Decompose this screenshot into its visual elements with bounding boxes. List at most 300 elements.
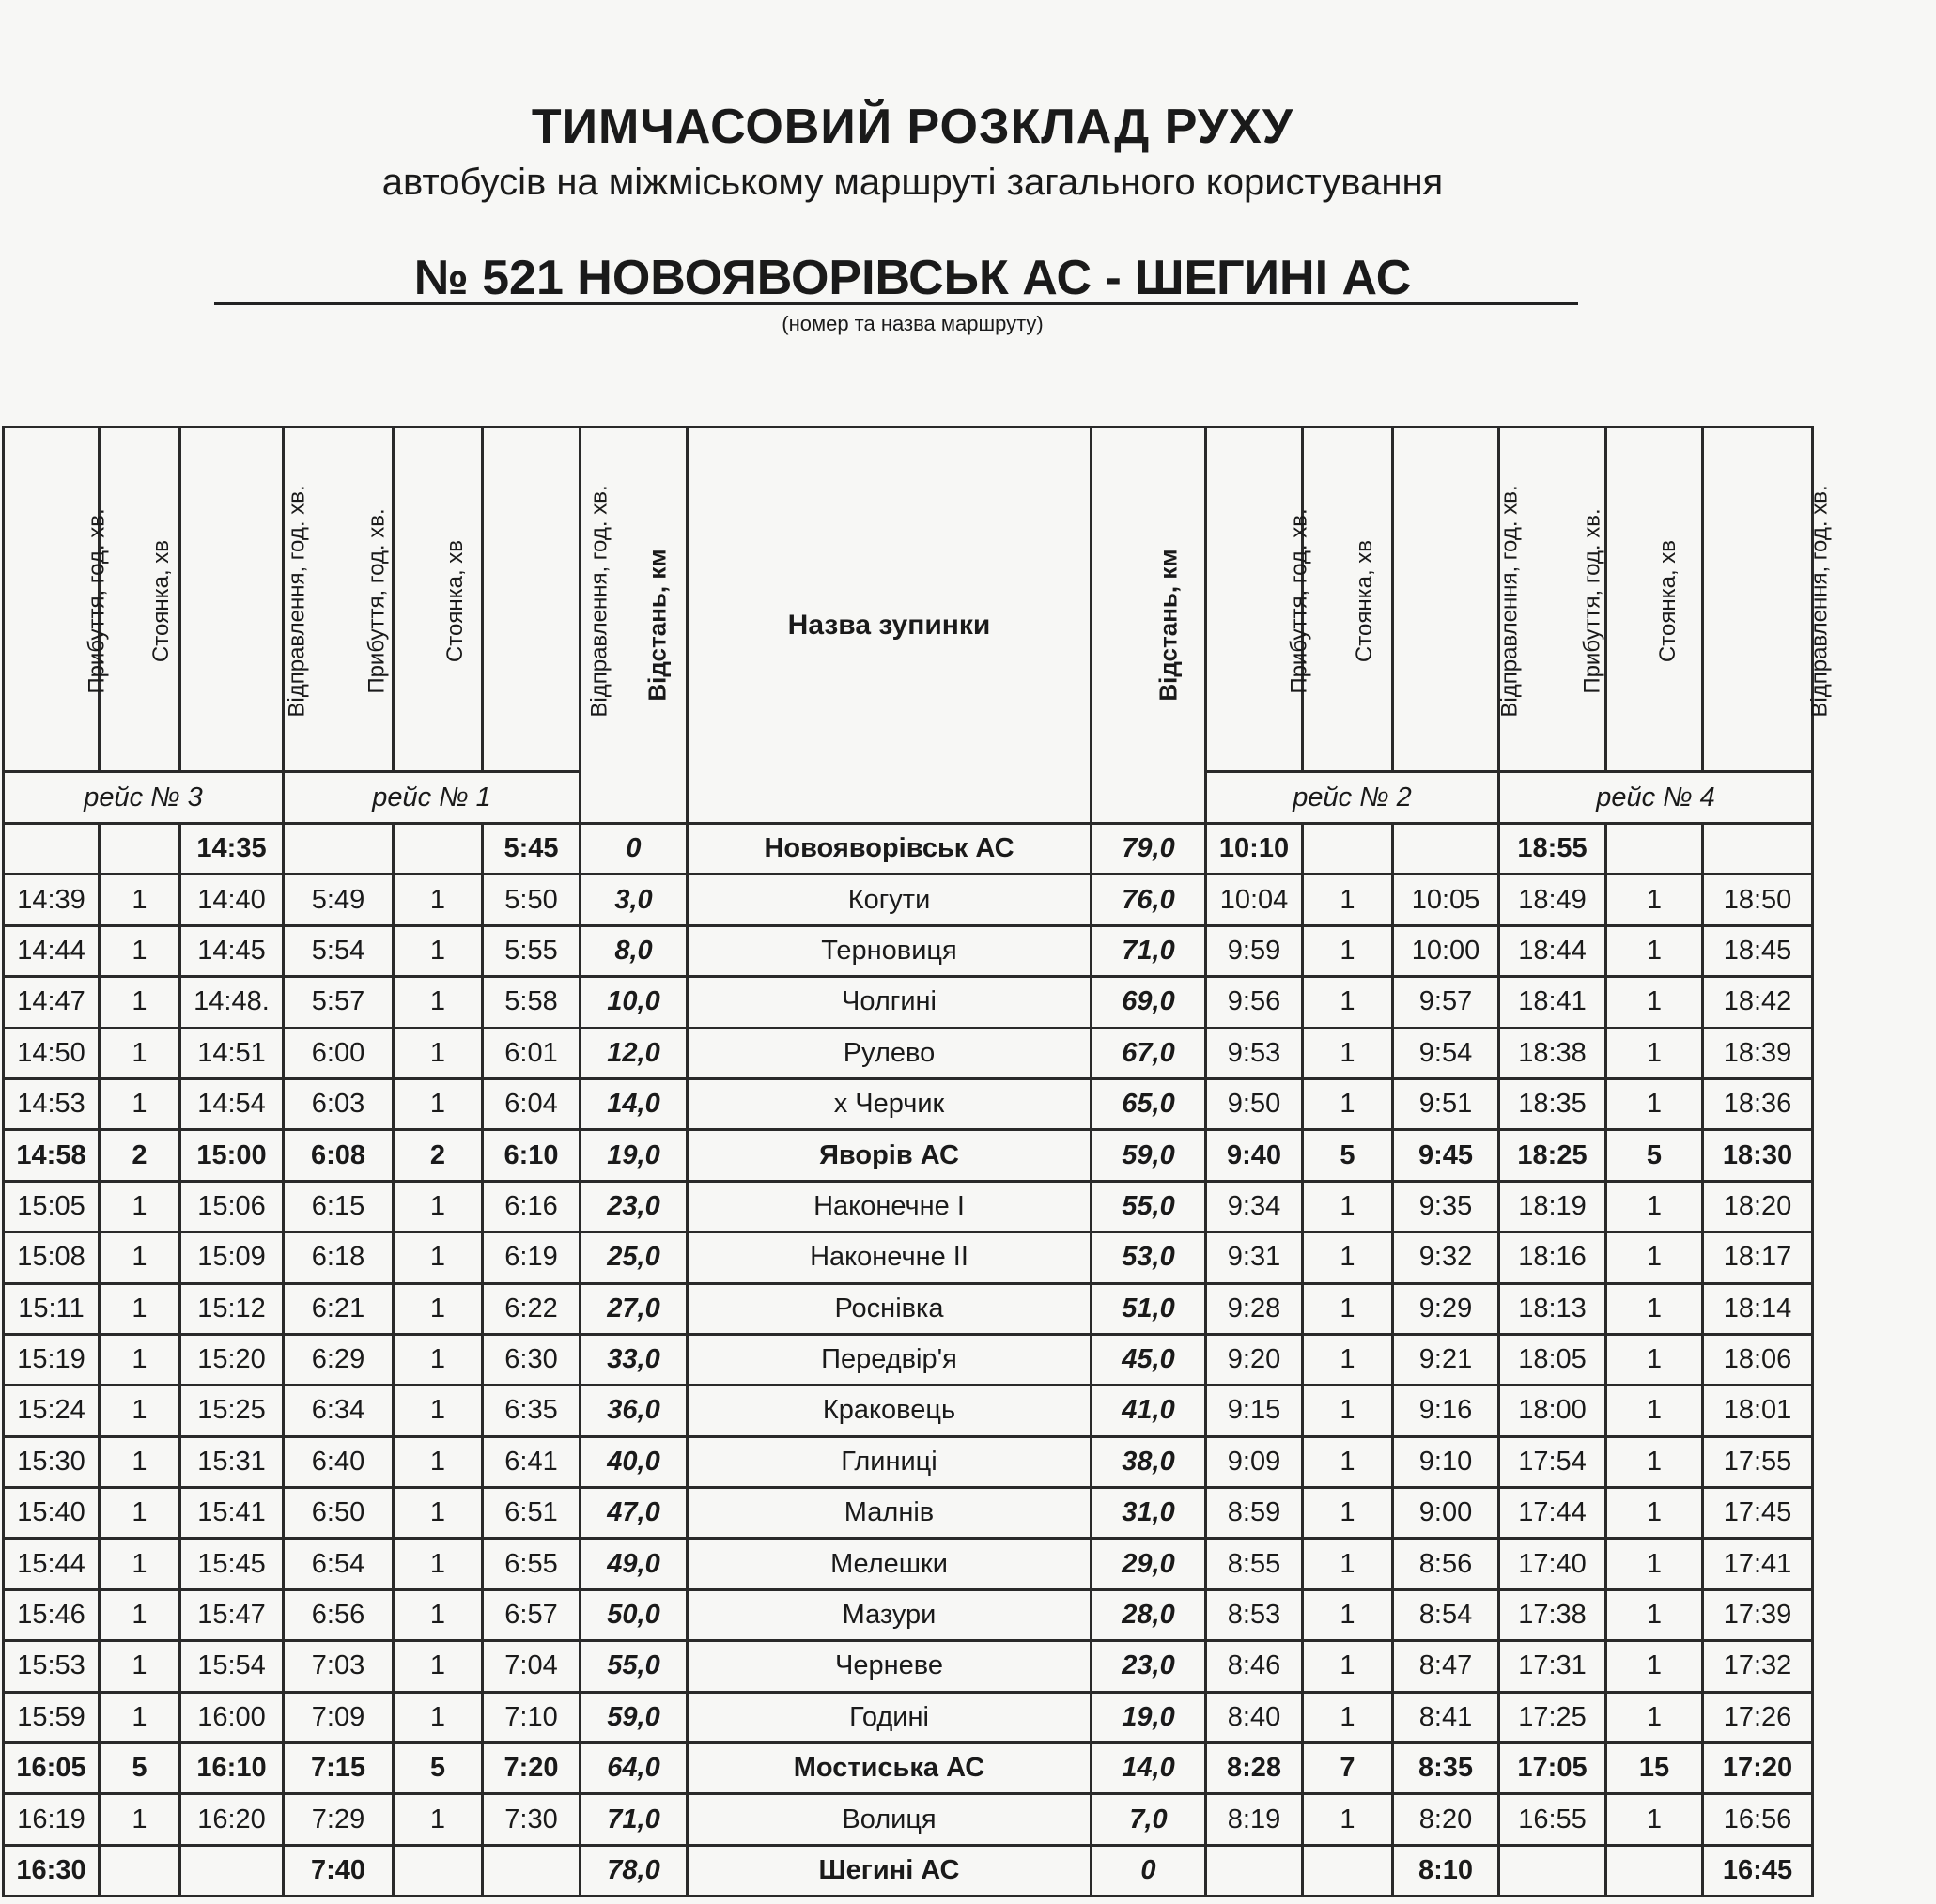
cell-departure-t1: 6:04 [483, 1078, 581, 1129]
cell-distance-2: 31,0 [1092, 1488, 1206, 1539]
cell-arrival-t2: 8:40 [1206, 1692, 1303, 1742]
cell-stop-t3: 1 [100, 925, 180, 976]
route-name: № 521 НОВОЯВОРІВСЬК АС - ШЕГИНІ АС [413, 251, 1412, 305]
cell-stop-t1: 1 [394, 1692, 483, 1742]
cell-stop-name: Глиниці [688, 1436, 1092, 1487]
cell-departure-t3: 15:54 [180, 1641, 284, 1692]
cell-departure-t4: 18:01 [1703, 1385, 1813, 1436]
cell-arrival-t4: 18:44 [1499, 925, 1606, 976]
cell-departure-t4: 18:20 [1703, 1181, 1813, 1231]
cell-arrival-t2: 8:28 [1206, 1743, 1303, 1794]
cell-stop-t1: 1 [394, 925, 483, 976]
table-row [4, 824, 1813, 875]
cell-distance-1: 78,0 [581, 1845, 688, 1896]
cell-arrival-t2: 9:09 [1206, 1436, 1303, 1487]
cell-distance-1: 40,0 [581, 1436, 688, 1487]
cell-arrival-t4: 18:00 [1499, 1385, 1606, 1436]
cell-distance-2: 59,0 [1092, 1130, 1206, 1181]
col-header-arrival-t1: Прибуття, год. хв. [284, 427, 394, 772]
cell-arrival-t1: 6:03 [284, 1078, 394, 1129]
cell-arrival-t3: 15:11 [4, 1283, 100, 1334]
col-header-arrival-t4: Прибуття, год. хв. [1499, 427, 1606, 772]
cell-stop-t2 [1303, 824, 1393, 875]
cell-arrival-t4: 18:55 [1499, 824, 1606, 875]
cell-distance-1: 14,0 [581, 1078, 688, 1129]
cell-arrival-t2: 9:34 [1206, 1181, 1303, 1231]
cell-departure-t4: 18:50 [1703, 875, 1813, 925]
cell-stop-t2: 1 [1303, 1078, 1393, 1129]
cell-stop-t2: 1 [1303, 925, 1393, 976]
cell-stop-t1: 1 [394, 1436, 483, 1487]
table-row [4, 1845, 1813, 1896]
cell-departure-t2: 9:00 [1393, 1488, 1499, 1539]
cell-distance-1: 27,0 [581, 1283, 688, 1334]
cell-stop-name: Малнів [688, 1488, 1092, 1539]
cell-departure-t2: 9:54 [1393, 1028, 1499, 1078]
cell-departure-t2: 9:10 [1393, 1436, 1499, 1487]
cell-departure-t2: 8:20 [1393, 1794, 1499, 1845]
cell-stop-t2: 1 [1303, 1488, 1393, 1539]
cell-stop-t4: 1 [1606, 1385, 1703, 1436]
cell-departure-t1: 5:50 [483, 875, 581, 925]
cell-distance-1: 64,0 [581, 1743, 688, 1794]
cell-departure-t4: 18:42 [1703, 977, 1813, 1028]
cell-stop-t4: 1 [1606, 1794, 1703, 1845]
cell-departure-t2: 8:35 [1393, 1743, 1499, 1794]
cell-departure-t1: 6:41 [483, 1436, 581, 1487]
cell-arrival-t4: 17:38 [1499, 1589, 1606, 1640]
cell-arrival-t1: 6:18 [284, 1232, 394, 1283]
cell-stop-t3: 1 [100, 977, 180, 1028]
cell-distance-2: 28,0 [1092, 1589, 1206, 1640]
col-header-distance-1: Відстань, км [581, 427, 688, 824]
cell-arrival-t2: 10:04 [1206, 875, 1303, 925]
cell-stop-t4: 1 [1606, 1078, 1703, 1129]
cell-arrival-t3: 15:24 [4, 1385, 100, 1436]
cell-arrival-t2: 9:40 [1206, 1130, 1303, 1181]
cell-departure-t3: 16:00 [180, 1692, 284, 1742]
cell-arrival-t4: 18:16 [1499, 1232, 1606, 1283]
cell-stop-t2: 1 [1303, 1028, 1393, 1078]
cell-distance-1: 19,0 [581, 1130, 688, 1181]
cell-departure-t1: 7:10 [483, 1692, 581, 1742]
cell-arrival-t3: 14:58 [4, 1130, 100, 1181]
cell-departure-t3: 15:06 [180, 1181, 284, 1231]
cell-stop-t4: 1 [1606, 1436, 1703, 1487]
trip-label-3: рейс № 3 [4, 772, 284, 824]
cell-arrival-t3: 14:53 [4, 1078, 100, 1129]
cell-stop-t1: 1 [394, 1283, 483, 1334]
cell-departure-t3: 15:31 [180, 1436, 284, 1487]
cell-departure-t4: 17:20 [1703, 1743, 1813, 1794]
table-row [4, 1692, 1813, 1742]
col-header-departure-t4: Відправлення, год. хв. [1703, 427, 1813, 772]
cell-arrival-t3: 15:53 [4, 1641, 100, 1692]
cell-stop-t4 [1606, 1845, 1703, 1896]
cell-stop-t2: 1 [1303, 1539, 1393, 1589]
route-caption: (номер та назва маршруту) [782, 312, 1044, 335]
cell-distance-1: 25,0 [581, 1232, 688, 1283]
cell-arrival-t4: 17:05 [1499, 1743, 1606, 1794]
cell-arrival-t2: 9:53 [1206, 1028, 1303, 1078]
cell-arrival-t2: 9:50 [1206, 1078, 1303, 1129]
cell-arrival-t4: 18:25 [1499, 1130, 1606, 1181]
cell-stop-t4: 1 [1606, 1589, 1703, 1640]
cell-stop-name: Новояворівськ АС [688, 824, 1092, 875]
cell-departure-t1: 5:58 [483, 977, 581, 1028]
cell-distance-2: 79,0 [1092, 824, 1206, 875]
cell-stop-t4: 1 [1606, 1539, 1703, 1589]
cell-stop-t4: 1 [1606, 875, 1703, 925]
cell-stop-t1: 1 [394, 1488, 483, 1539]
cell-stop-t1: 1 [394, 1641, 483, 1692]
cell-stop-name: Мелешки [688, 1539, 1092, 1589]
cell-departure-t2: 9:32 [1393, 1232, 1499, 1283]
cell-distance-1: 71,0 [581, 1794, 688, 1845]
trip-label-2: рейс № 2 [1206, 772, 1499, 824]
cell-stop-name: Черневе [688, 1641, 1092, 1692]
cell-stop-t2: 1 [1303, 1385, 1393, 1436]
cell-arrival-t1: 7:15 [284, 1743, 394, 1794]
cell-arrival-t3: 16:05 [4, 1743, 100, 1794]
cell-arrival-t1: 6:08 [284, 1130, 394, 1181]
cell-stop-t4 [1606, 824, 1703, 875]
table-row [4, 1641, 1813, 1692]
cell-distance-2: 65,0 [1092, 1078, 1206, 1129]
cell-stop-t3: 1 [100, 875, 180, 925]
cell-distance-2: 0 [1092, 1845, 1206, 1896]
cell-departure-t2: 8:54 [1393, 1589, 1499, 1640]
cell-departure-t4: 17:55 [1703, 1436, 1813, 1487]
cell-stop-t1: 1 [394, 1589, 483, 1640]
col-header-departure-t1: Відправлення, год. хв. [483, 427, 581, 772]
cell-distance-2: 7,0 [1092, 1794, 1206, 1845]
cell-stop-t3: 1 [100, 1385, 180, 1436]
cell-arrival-t3: 15:08 [4, 1232, 100, 1283]
cell-departure-t2: 10:05 [1393, 875, 1499, 925]
cell-distance-2: 29,0 [1092, 1539, 1206, 1589]
cell-arrival-t4: 17:40 [1499, 1539, 1606, 1589]
cell-arrival-t3: 14:44 [4, 925, 100, 976]
cell-distance-2: 76,0 [1092, 875, 1206, 925]
cell-departure-t3: 15:45 [180, 1539, 284, 1589]
cell-arrival-t3: 15:46 [4, 1589, 100, 1640]
cell-distance-1: 55,0 [581, 1641, 688, 1692]
cell-departure-t2: 8:56 [1393, 1539, 1499, 1589]
cell-stop-t2: 1 [1303, 1692, 1393, 1742]
cell-stop-t3: 1 [100, 1232, 180, 1283]
cell-departure-t3: 14:40 [180, 875, 284, 925]
cell-arrival-t2 [1206, 1845, 1303, 1896]
cell-arrival-t2: 9:28 [1206, 1283, 1303, 1334]
table-row [4, 1589, 1813, 1640]
cell-departure-t1: 6:10 [483, 1130, 581, 1181]
cell-arrival-t1 [284, 824, 394, 875]
cell-arrival-t1: 7:29 [284, 1794, 394, 1845]
cell-arrival-t1: 6:56 [284, 1589, 394, 1640]
cell-stop-t2: 1 [1303, 1283, 1393, 1334]
cell-departure-t4: 17:41 [1703, 1539, 1813, 1589]
cell-arrival-t4: 18:19 [1499, 1181, 1606, 1231]
cell-distance-1: 59,0 [581, 1692, 688, 1742]
table-row [4, 925, 1813, 976]
cell-stop-t3: 1 [100, 1589, 180, 1640]
page-title: ТИМЧАСОВИЙ РОЗКЛАД РУХУ [531, 100, 1294, 154]
cell-arrival-t3: 16:19 [4, 1794, 100, 1845]
cell-stop-t2: 1 [1303, 1232, 1393, 1283]
cell-stop-t3: 1 [100, 1028, 180, 1078]
cell-stop-t1: 1 [394, 1028, 483, 1078]
cell-arrival-t1: 5:54 [284, 925, 394, 976]
cell-stop-t4: 1 [1606, 977, 1703, 1028]
cell-departure-t3: 14:45 [180, 925, 284, 976]
cell-departure-t1 [483, 1845, 581, 1896]
cell-stop-t1: 5 [394, 1743, 483, 1794]
cell-arrival-t2: 8:59 [1206, 1488, 1303, 1539]
col-header-stop-name: Назва зупинки [688, 427, 1092, 824]
cell-distance-1: 0 [581, 824, 688, 875]
table-row [4, 1130, 1813, 1181]
table-row [4, 1488, 1813, 1539]
cell-departure-t2: 9:45 [1393, 1130, 1499, 1181]
cell-departure-t1: 6:01 [483, 1028, 581, 1078]
cell-distance-1: 12,0 [581, 1028, 688, 1078]
cell-stop-t1: 1 [394, 977, 483, 1028]
page-subtitle: автобусів на міжміському маршруті загального користування [381, 162, 1444, 203]
table-row [4, 1743, 1813, 1794]
cell-departure-t3: 14:54 [180, 1078, 284, 1129]
cell-stop-t2: 1 [1303, 977, 1393, 1028]
cell-stop-t1: 1 [394, 1078, 483, 1129]
cell-distance-2: 71,0 [1092, 925, 1206, 976]
cell-arrival-t4: 17:25 [1499, 1692, 1606, 1742]
cell-departure-t1: 5:45 [483, 824, 581, 875]
table-row [4, 1385, 1813, 1436]
cell-arrival-t3: 14:39 [4, 875, 100, 925]
cell-stop-t3: 5 [100, 1743, 180, 1794]
cell-distance-2: 67,0 [1092, 1028, 1206, 1078]
cell-stop-t1: 1 [394, 1334, 483, 1385]
cell-stop-t1: 1 [394, 1232, 483, 1283]
cell-departure-t2: 9:29 [1393, 1283, 1499, 1334]
cell-stop-t1: 1 [394, 1385, 483, 1436]
cell-arrival-t1: 6:21 [284, 1283, 394, 1334]
cell-distance-2: 45,0 [1092, 1334, 1206, 1385]
cell-distance-1: 36,0 [581, 1385, 688, 1436]
cell-stop-t3: 1 [100, 1334, 180, 1385]
cell-arrival-t4: 17:54 [1499, 1436, 1606, 1487]
col-header-distance-2: Відстань, км [1092, 427, 1206, 824]
cell-stop-t2: 1 [1303, 1436, 1393, 1487]
cell-departure-t1: 7:30 [483, 1794, 581, 1845]
cell-stop-t2 [1303, 1845, 1393, 1896]
cell-departure-t4: 17:45 [1703, 1488, 1813, 1539]
cell-stop-name: Чолгині [688, 977, 1092, 1028]
cell-departure-t3: 14:48. [180, 977, 284, 1028]
cell-departure-t4: 17:26 [1703, 1692, 1813, 1742]
cell-departure-t2: 9:21 [1393, 1334, 1499, 1385]
cell-stop-t4: 1 [1606, 1692, 1703, 1742]
cell-stop-name: Волиця [688, 1794, 1092, 1845]
cell-stop-t2: 1 [1303, 1334, 1393, 1385]
cell-stop-t1 [394, 824, 483, 875]
cell-arrival-t1: 6:40 [284, 1436, 394, 1487]
cell-departure-t3: 15:20 [180, 1334, 284, 1385]
cell-departure-t3: 14:35 [180, 824, 284, 875]
cell-arrival-t1: 6:29 [284, 1334, 394, 1385]
cell-arrival-t1: 7:40 [284, 1845, 394, 1896]
cell-stop-name: Наконечне І [688, 1181, 1092, 1231]
cell-arrival-t3 [4, 824, 100, 875]
cell-distance-2: 69,0 [1092, 977, 1206, 1028]
cell-arrival-t4: 17:44 [1499, 1488, 1606, 1539]
table-row [4, 1028, 1813, 1078]
cell-stop-t3: 1 [100, 1283, 180, 1334]
table-row [4, 1334, 1813, 1385]
cell-departure-t2: 9:51 [1393, 1078, 1499, 1129]
table-row [4, 1283, 1813, 1334]
cell-stop-t4: 1 [1606, 1334, 1703, 1385]
cell-stop-name: Когути [688, 875, 1092, 925]
cell-stop-t1: 2 [394, 1130, 483, 1181]
cell-departure-t1: 6:22 [483, 1283, 581, 1334]
cell-stop-name: Мостиська АС [688, 1743, 1092, 1794]
cell-departure-t3: 15:47 [180, 1589, 284, 1640]
cell-departure-t1: 6:30 [483, 1334, 581, 1385]
cell-arrival-t4: 18:38 [1499, 1028, 1606, 1078]
cell-departure-t1: 6:55 [483, 1539, 581, 1589]
cell-distance-2: 53,0 [1092, 1232, 1206, 1283]
col-header-arrival-t3: Прибуття, год. хв. [4, 427, 100, 772]
cell-departure-t4: 16:56 [1703, 1794, 1813, 1845]
cell-arrival-t1: 6:54 [284, 1539, 394, 1589]
cell-stop-t3: 1 [100, 1539, 180, 1589]
cell-stop-name: Годині [688, 1692, 1092, 1742]
cell-stop-t2: 1 [1303, 875, 1393, 925]
cell-departure-t4 [1703, 824, 1813, 875]
cell-distance-2: 55,0 [1092, 1181, 1206, 1231]
cell-departure-t3: 15:00 [180, 1130, 284, 1181]
cell-departure-t1: 6:35 [483, 1385, 581, 1436]
cell-departure-t1: 7:20 [483, 1743, 581, 1794]
cell-departure-t2: 10:00 [1393, 925, 1499, 976]
cell-arrival-t2: 9:56 [1206, 977, 1303, 1028]
route-underline [214, 302, 1578, 305]
cell-arrival-t4: 18:49 [1499, 875, 1606, 925]
cell-stop-t4: 1 [1606, 1641, 1703, 1692]
cell-arrival-t1: 6:15 [284, 1181, 394, 1231]
cell-stop-t1 [394, 1845, 483, 1896]
cell-stop-t3: 2 [100, 1130, 180, 1181]
cell-stop-t3: 1 [100, 1488, 180, 1539]
cell-arrival-t2: 8:19 [1206, 1794, 1303, 1845]
col-header-stop-t3: Стоянка, хв [100, 427, 180, 772]
table-row [4, 977, 1813, 1028]
cell-stop-t3 [100, 1845, 180, 1896]
cell-departure-t4: 18:45 [1703, 925, 1813, 976]
cell-arrival-t3: 15:30 [4, 1436, 100, 1487]
col-header-departure-t2: Відправлення, год. хв. [1393, 427, 1499, 772]
cell-arrival-t4: 18:41 [1499, 977, 1606, 1028]
cell-arrival-t4 [1499, 1845, 1606, 1896]
cell-distance-1: 50,0 [581, 1589, 688, 1640]
cell-arrival-t2: 9:31 [1206, 1232, 1303, 1283]
cell-arrival-t2: 9:20 [1206, 1334, 1303, 1385]
cell-stop-t1: 1 [394, 1181, 483, 1231]
cell-arrival-t1: 5:57 [284, 977, 394, 1028]
cell-arrival-t3: 15:05 [4, 1181, 100, 1231]
table-row [4, 1181, 1813, 1231]
cell-stop-t3: 1 [100, 1181, 180, 1231]
cell-stop-name: Терновиця [688, 925, 1092, 976]
cell-departure-t1: 7:04 [483, 1641, 581, 1692]
trip-label-1: рейс № 1 [284, 772, 581, 824]
cell-arrival-t1: 5:49 [284, 875, 394, 925]
cell-departure-t3: 15:25 [180, 1385, 284, 1436]
cell-departure-t2: 8:41 [1393, 1692, 1499, 1742]
cell-stop-t3: 1 [100, 1436, 180, 1487]
cell-stop-t3: 1 [100, 1078, 180, 1129]
document-header [0, 0, 1825, 395]
cell-distance-1: 8,0 [581, 925, 688, 976]
cell-distance-1: 3,0 [581, 875, 688, 925]
cell-arrival-t4: 18:05 [1499, 1334, 1606, 1385]
cell-departure-t1: 6:19 [483, 1232, 581, 1283]
cell-departure-t2 [1393, 824, 1499, 875]
cell-distance-1: 10,0 [581, 977, 688, 1028]
cell-stop-name: Краковець [688, 1385, 1092, 1436]
cell-arrival-t2: 8:55 [1206, 1539, 1303, 1589]
cell-arrival-t1: 6:50 [284, 1488, 394, 1539]
table-row [4, 1232, 1813, 1283]
col-header-departure-t3: Відправлення, год. хв. [180, 427, 284, 772]
cell-stop-t2: 1 [1303, 1181, 1393, 1231]
cell-stop-t1: 1 [394, 1794, 483, 1845]
trip-label-4: рейс № 4 [1499, 772, 1813, 824]
cell-arrival-t4: 16:55 [1499, 1794, 1606, 1845]
cell-departure-t4: 18:30 [1703, 1130, 1813, 1181]
cell-stop-name: Роснівка [688, 1283, 1092, 1334]
cell-arrival-t3: 14:47 [4, 977, 100, 1028]
cell-distance-2: 19,0 [1092, 1692, 1206, 1742]
col-header-stop-t2: Стоянка, хв [1303, 427, 1393, 772]
cell-departure-t3: 14:51 [180, 1028, 284, 1078]
cell-arrival-t4: 18:13 [1499, 1283, 1606, 1334]
cell-stop-t2: 7 [1303, 1743, 1393, 1794]
table-row [4, 1078, 1813, 1129]
cell-departure-t1: 6:16 [483, 1181, 581, 1231]
cell-stop-t1: 1 [394, 875, 483, 925]
cell-stop-t4: 1 [1606, 1028, 1703, 1078]
cell-stop-t4: 1 [1606, 925, 1703, 976]
cell-stop-t4: 5 [1606, 1130, 1703, 1181]
cell-departure-t2: 8:10 [1393, 1845, 1499, 1896]
cell-distance-2: 14,0 [1092, 1743, 1206, 1794]
cell-stop-t2: 1 [1303, 1641, 1393, 1692]
cell-stop-t3 [100, 824, 180, 875]
cell-departure-t4: 18:36 [1703, 1078, 1813, 1129]
cell-departure-t4: 18:39 [1703, 1028, 1813, 1078]
cell-stop-name: Мазури [688, 1589, 1092, 1640]
cell-departure-t3: 15:12 [180, 1283, 284, 1334]
cell-departure-t4: 18:06 [1703, 1334, 1813, 1385]
cell-departure-t3: 16:20 [180, 1794, 284, 1845]
header-row [4, 427, 1813, 772]
cell-arrival-t1: 6:00 [284, 1028, 394, 1078]
cell-arrival-t2: 9:15 [1206, 1385, 1303, 1436]
cell-departure-t1: 5:55 [483, 925, 581, 976]
cell-stop-t2: 1 [1303, 1589, 1393, 1640]
